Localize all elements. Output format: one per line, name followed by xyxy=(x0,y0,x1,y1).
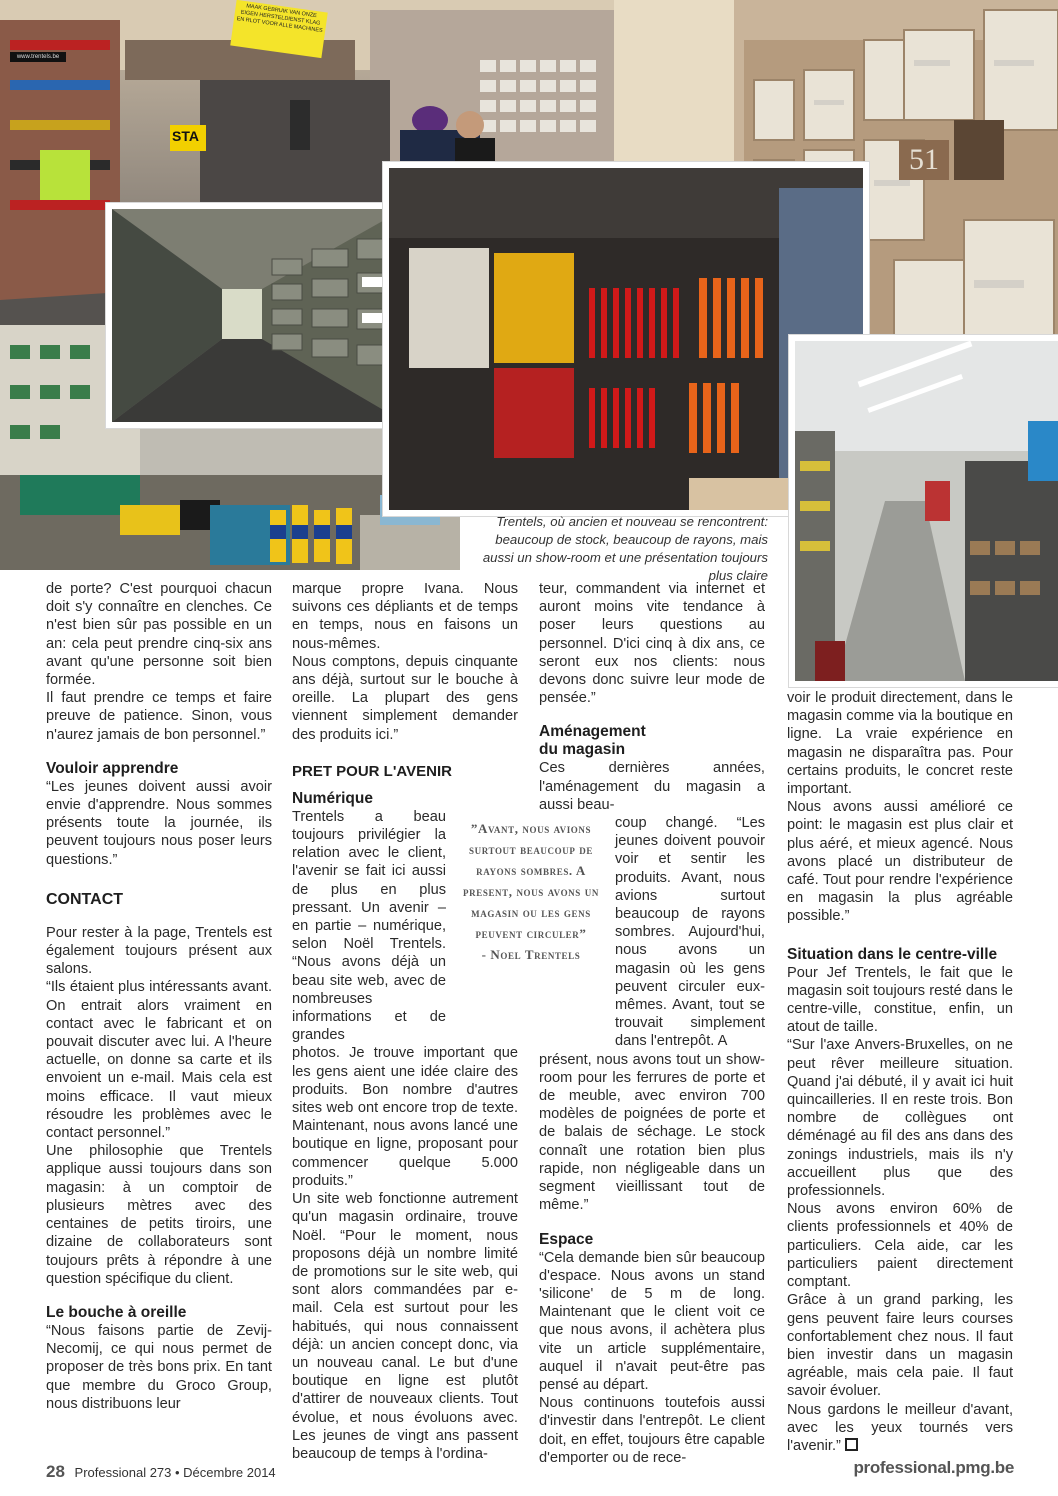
pull-quote-author: - Noel Trentels xyxy=(481,947,581,962)
door-number-plaque: 51 xyxy=(909,143,939,176)
poster-sign: MAAK GEBRUIK VAN ONZE EIGEN HERSTELDIENST KLAG EN RLOT VOOR ALLE MACHINES xyxy=(230,0,328,58)
pull-quote-text: ”Avant, nous avions surtout beaucoup de rayons sombres. A present, nous avons un magasin ou les gens peuvent circuler” xyxy=(463,821,599,941)
subheading-espace: Espace xyxy=(539,1230,594,1248)
col2-paragraph: Nous comptons, depuis cinquante ans déjà, surtout sur le bouche à oreille. La plupart des gens viennent simplement demander des produits ici.” xyxy=(292,653,518,743)
col4-paragraph: Nous avons environ 60% de clients professionnels et 40% de particuliers. Cela aide, car les particuliers paient directement comptant. xyxy=(787,1201,1013,1291)
column-1 xyxy=(46,580,272,1413)
col1-paragraph: “Ils étaient plus intéressants avant. On entrait alors vraiment en contact avec le fabricant et on pouvait discuter avec lui. A l'heure actuelle, on donne sa carte et ils envoient un e-mail. Mais cela est moins efficace. Il vaut mieux résoudre les problèmes avec le contact personnel.” xyxy=(46,979,272,1142)
site-url[interactable]: professional.pmg.be xyxy=(853,1458,1014,1477)
col3-paragraph-wrap: coup changé. “Les jeunes doivent pouvoir voir et sentir les produits. Avant, nous avions surtout beaucoup de rayons sombres. Aujourd'hui, nous avons un magasin où les gens peuvent circuler eux-mêmes. Avant, tout se trouvait simplement dans l'entrepôt. A xyxy=(615,815,765,1050)
col3-paragraph: présent, nous avons tout un show-room pour les ferrures de porte et de meuble, avec environ 700 modèles de poignées de porte et de balais de séchage. Le stock connaît une rotation bien plus rapide, non négligeable dans un segment vieillissant tout de même.” xyxy=(539,1051,765,1214)
end-mark-icon xyxy=(845,1438,858,1451)
issue-info: Professional 273 • Décembre 2014 xyxy=(74,1465,276,1480)
bay-label-sign: STA xyxy=(172,128,199,144)
section-heading-contact: CONTACT xyxy=(46,890,124,908)
col3-paragraph: Nous continuons toutefois aussi d'investir dans l'entrepôt. Le client doit, en effet, toujours être capable d'emporter ou de rece- xyxy=(539,1395,765,1466)
col2-paragraph: Un site web fonctionne autrement qu'un magasin ordinaire, trouve Noël. “Pour le moment, nous proposons déjà un nombre limité de promotions sur le site web, qui sont alors commandées par e-mail. Cela est surtout pour les habitués, qui nous connaissent déjà: un ancien concept donc, via un nouveau canal. Le but d'une boutique en ligne est plutôt d'attirer de nouveaux clients. Tout évolue, et nous évoluons avec. Les jeunes de vingt ans passent beaucoup de temps à l'ordina- xyxy=(292,1191,518,1462)
column-3 xyxy=(539,580,765,1467)
column-2 xyxy=(292,580,518,1463)
subheading-numerique: Numérique xyxy=(292,789,373,807)
col4-paragraph: Nous avons aussi amélioré ce point: le magasin est plus clair et plus aéré, et mieux agencé. Nous avons placé un distributeur de café. Tout pour rendre l'expérience en magasin la plus agréable possible.” xyxy=(787,799,1013,925)
col2-paragraph: photos. Je trouve important que les gens aient une idée claire des produits. Bon nombre d'autres sites web ont encore trop de texte. Maintenant, nous avons lancé une boutique en ligne, proposant pour commencer quelque 5.000 produits.” xyxy=(292,1045,518,1189)
photo-caption: Trentels, où ancien et nouveau se rencontrent: beaucoup de stock, beaucoup de rayons, mais aussi un show-room et une présentation toujours plus claire xyxy=(482,514,768,583)
photo-warehouse-aisle xyxy=(106,203,410,428)
section-heading-pret-pour-avenir: PRET POUR L'AVENIR xyxy=(292,762,452,780)
col2-paragraph-wrap: Trentels a beau toujours privilégier la relation avec le client, l'avenir se fait ici aussi de plus en plus pressant. Un avenir – en partie – numérique, selon Noël Trentels. “Nous avons déjà un beau site web, avec de nombreuses informations et de grandes xyxy=(292,808,446,1044)
col3-paragraph: Ces dernières années, l'aménagement du magasin a aussi beau- xyxy=(539,760,765,813)
col3-paragraph: “Cela demande bien sûr beaucoup d'espace. Nous avons un stand 'silicone' de 5 m de long. Maintenant que le client voit ce que nous avons, il achètera plus vite un article supplémentaire, auquel il n'avait peut-être pas pensé au départ. xyxy=(539,1249,765,1393)
col2-paragraph: marque propre Ivana. Nous suivons ces dépliants et de temps en temps, nous en faisons un nous-mêmes. xyxy=(292,581,518,652)
col1-paragraph: Il faut prendre ce temps et faire preuve de patience. Sinon, vous n'aurez jamais de bon personnel.” xyxy=(46,690,272,743)
col4-paragraph: Pour Jef Trentels, le fait que le magasin soit toujours resté dans le centre-ville, constitue, enfin, un atout de taille. xyxy=(787,964,1013,1036)
col1-paragraph: “Nous faisons partie de Zevij-Necomij, ce qui nous permet de proposer de très bons prix. En tant que membre du Groco Group, nous distribuons leur xyxy=(46,1322,272,1412)
col1-paragraph: Une philosophie que Trentels applique aussi toujours dans son magasin: à un comptoir de plusieurs mètres avec des centaines de petits tiroirs, une dizaine de collaborateurs sont toujours prêts à répondre à une question spécifique du client. xyxy=(46,1143,272,1287)
subheading-amenagement: Aménagement xyxy=(539,723,646,741)
col1-paragraph: de porte? C'est pourquoi chacun doit s'y connaître en clenches. Ce n'est bien sûr pas possible en un an: cela peut prendre cinq-six ans avant qu'une personne soit bien formée. xyxy=(46,581,272,689)
col4-paragraph xyxy=(787,1401,1013,1456)
subheading-du-magasin: du magasin xyxy=(539,741,626,759)
page-number: 28 xyxy=(46,1462,65,1481)
col1-paragraph: Pour rester à la page, Trentels est également toujours présent aux salons. xyxy=(46,924,272,978)
col4-paragraph: Grâce à un grand parking, les gens peuvent faire leurs courses confortablement chez nous. Il faut bien investir dans un magasin agréable, mais cela paie. Il faut savoir évoluer. xyxy=(787,1292,1013,1400)
subheading-vouloir-apprendre: Vouloir apprendre xyxy=(46,759,179,777)
col3-paragraph: teur, commandent via internet et auront moins vite tendance à poser leurs questions au personnel. D'ici cinq à dix ans, ce seront eux nos clients: nous devons donc suivre leur mode de pensée.” xyxy=(539,581,765,707)
col1-paragraph: “Les jeunes doivent aussi avoir envie d'apprendre. Nous sommes présents toute la journée, ils peuvent toujours nous poser leurs questions.” xyxy=(46,778,272,868)
subheading-bouche-a-oreille: Le bouche à oreille xyxy=(46,1303,187,1321)
col4-closing-text: Nous gardons le meilleur d'avant, avec les yeux tournés vers l'avenir.” xyxy=(787,1401,1013,1454)
photo-bright-store-aisle xyxy=(789,335,1058,687)
col4-paragraph: voir le produit directement, dans le magasin comme via la boutique en ligne. La vraie expérience en magasin ne disparaîtra pas. Pour certains produits, le concret reste important. xyxy=(787,690,1013,798)
column-4 xyxy=(787,689,1013,1455)
col4-paragraph: “Sur l'axe Anvers-Bruxelles, on ne peut rêver meilleure situation. Quand j'ai débuté, il y avait ici huit quincailleries. Il en reste trois. Bon nombre de collègues ont déménagé au fil des ans dans des zonings industriels, mais ils n'y accueillent plus que des professionnels. xyxy=(787,1037,1013,1200)
url-sign: www.trentels.be xyxy=(10,52,66,62)
subheading-situation-centre-ville: Situation dans le centre-ville xyxy=(787,945,998,963)
footer-left xyxy=(46,1462,276,1482)
